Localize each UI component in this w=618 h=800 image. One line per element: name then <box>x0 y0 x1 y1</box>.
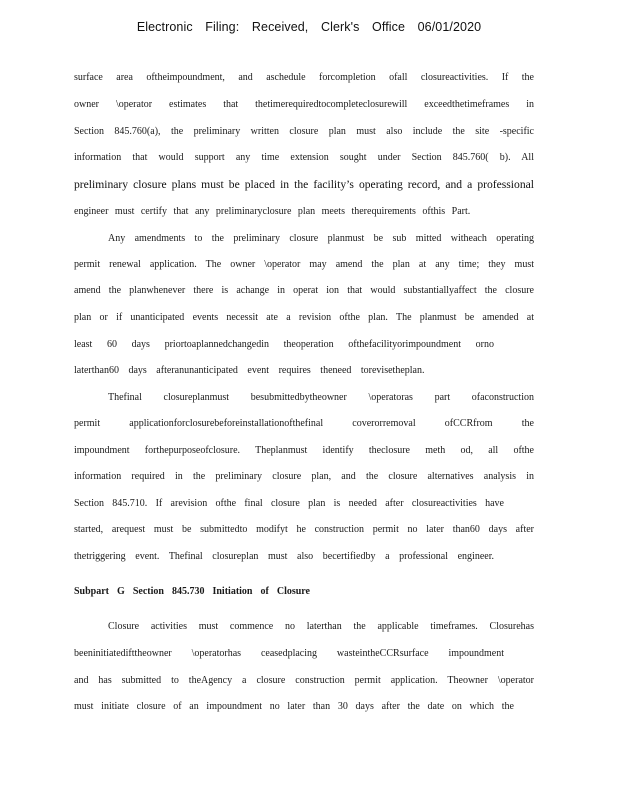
body-line: Thefinal closureplanmust besubmittedbytheowner \operatoras part ofaconstruction <box>108 392 534 403</box>
body-line: Section 845.760(a), the preliminary written closure plan must also include the site -specific <box>74 126 534 137</box>
body-line: owner \operator estimates that thetimerequiredtocompleteclosurewill exceedthetimeframes in <box>74 99 534 110</box>
body-line: amend the planwhenever there is achange in operat ion that would substantiallyaffect the closure <box>74 285 534 296</box>
body-line: surface area oftheimpoundment, and aschedule forcompletion ofall closureactivities. If the <box>74 72 534 83</box>
body-line: must initiate closure of an impoundment no later than 30 days after the date on which the <box>74 701 514 712</box>
body-line: thetriggering event. Thefinal closureplan must also becertifiedby a professional engineer. <box>74 551 494 562</box>
body-line: Any amendments to the preliminary closure planmust be sub mitted witheach operating <box>108 233 534 244</box>
body-line: preliminary closure plans must be placed in the facility’s operating record, and a professional <box>74 178 534 191</box>
body-line: and has submitted to theAgency a closure construction permit application. Theowner \operator <box>74 675 534 686</box>
body-line: permit applicationforclosurebeforeinstallationofthefinal coverorremoval ofCCRfrom the <box>74 418 534 429</box>
body-line: laterthan60 days afteranunanticipated event requires theneed torevisetheplan. <box>74 365 425 376</box>
body-line: engineer must certify that any preliminaryclosure plan meets therequirements ofthis Part. <box>74 206 471 217</box>
body-line: permit renewal application. The owner \operator may amend the plan at any time; they must <box>74 259 534 270</box>
filing-header: Electronic Filing: Received, Clerk's Office 06/01/2020 <box>136 20 482 34</box>
body-line: started, arequest must be submittedto modifyt he construction permit no later than60 days after <box>74 524 534 535</box>
body-line: Closure activities must commence no laterthan the applicable timeframes. Closurehas <box>108 621 534 632</box>
section-heading: Subpart G Section 845.730 Initiation of Closure <box>74 586 310 597</box>
body-line: Section 845.710. If arevision ofthe final closure plan is needed after closureactivities have <box>74 498 504 509</box>
body-line: impoundment forthepurposeofclosure. Theplanmust identify theclosure meth od, all ofthe <box>74 445 534 456</box>
body-line: information required in the preliminary closure plan, and the closure alternatives analysis in <box>74 471 534 482</box>
body-line: least 60 days priortoaplannedchangedin theoperation ofthefacilityorimpoundment orno <box>74 339 494 350</box>
body-line: beeninitiatedifttheowner \operatorhas ceasedplacing wasteintheCCRsurface impoundment <box>74 648 504 659</box>
body-line: plan or if unanticipated events necessit ate a revision ofthe plan. The planmust be amended at <box>74 312 534 323</box>
body-line: information that would support any time extension sought under Section 845.760( b). All <box>74 152 534 163</box>
